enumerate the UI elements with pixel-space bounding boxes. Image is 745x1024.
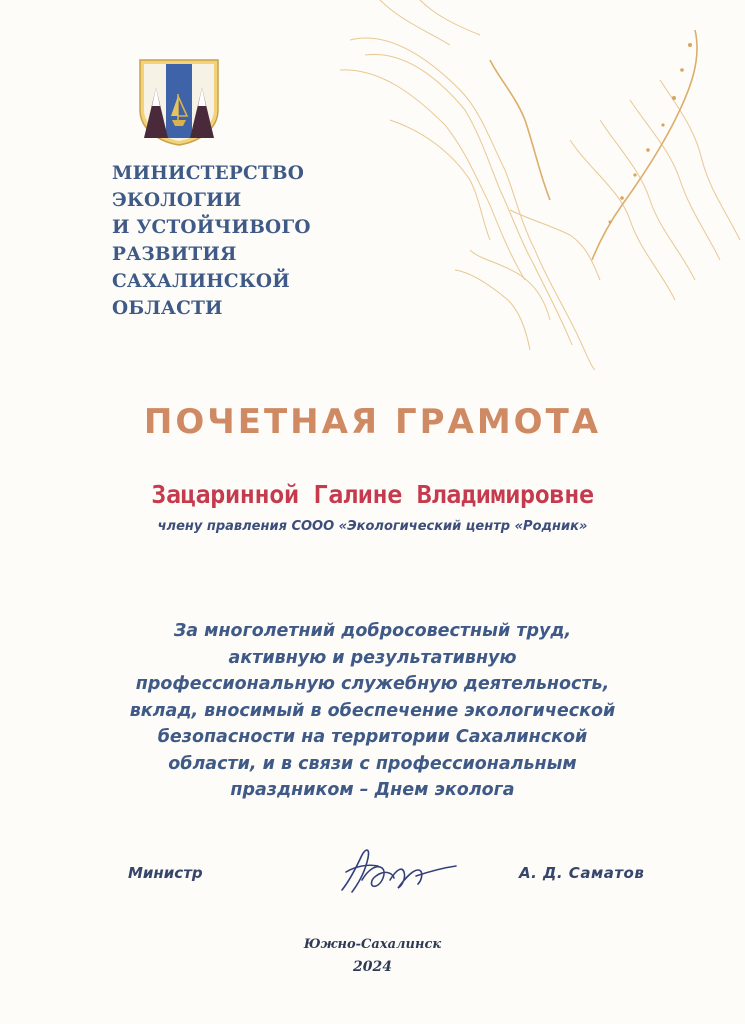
recipient-name: Зацаринной Галине Владимировне <box>151 480 594 509</box>
issue-year: 2024 <box>353 959 392 975</box>
ministry-line: И УСТОЙЧИВОГО <box>112 217 311 238</box>
sakhalin-map-decoration <box>330 0 745 370</box>
reason-line: области, и в связи с профессиональным <box>168 753 577 774</box>
reason-line: За многолетний добросовестный труд, <box>173 621 572 641</box>
reason-line: профессиональную служебную деятельность, <box>135 674 610 694</box>
ministry-line: ЭКОЛОГИИ <box>112 190 242 211</box>
award-reason <box>60 618 685 804</box>
ministry-name <box>112 160 352 322</box>
ministry-line: РАЗВИТИЯ <box>112 244 237 265</box>
ministry-line: САХАЛИНСКОЙ <box>112 271 290 292</box>
reason-line: безопасности на территории Сахалинской <box>157 727 588 747</box>
recipient-position: члену правления СООО «Экологический центр «Родник» <box>157 519 588 534</box>
issue-city: Южно-Сахалинск <box>303 937 442 952</box>
ministry-line: МИНИСТЕРСТВО <box>112 163 305 184</box>
ministry-line: ОБЛАСТИ <box>112 298 223 319</box>
reason-line: праздником – Днем эколога <box>230 780 515 800</box>
reason-line: активную и результативную <box>228 647 517 668</box>
signer-role: Министр <box>128 864 203 882</box>
coat-of-arms-icon <box>138 58 220 146</box>
signer-name: А. Д. Саматов <box>519 864 645 882</box>
certificate-title: ПОЧЕТНАЯ ГРАМОТА <box>143 402 602 442</box>
reason-line: вклад, вносимый в обеспечение экологической <box>129 700 616 721</box>
handwritten-signature <box>332 840 462 905</box>
